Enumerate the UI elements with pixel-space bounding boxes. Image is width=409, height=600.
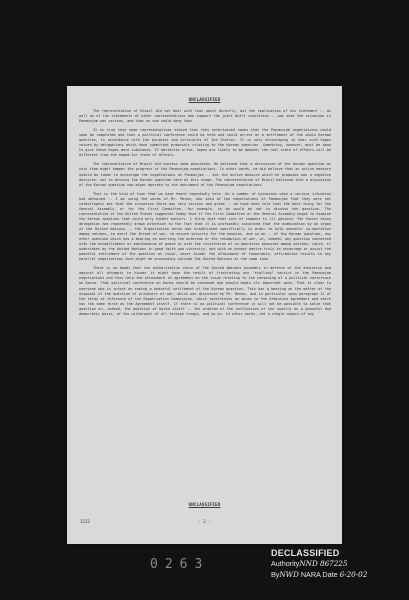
document-number: 1533 bbox=[80, 519, 90, 524]
paragraph: That is the kind of tune that we have heard repeatedly here. On a number of occasions when a serious situation had obtained -- I am using the words of Mr. Menon, who said of the negotiations at Panmunjom that they were not catastrophic but that the situation there was very serious and grave -- we have been told that the best thing for the General Assembly, or for the First Committee, for example, to do would be not to discuss the question. The representative of the United States suggested today that if the First Committee or the General Assembly began to examine the Korean question that could only hinder matters. I think that that sort of comment is ill advised. The Soviet Union delegation has repeatedly drawn attention to the fact that it is profoundly convinced that the examination by an organ of the United Nations -- the Organization which was established specifically in order to help peaceful co-operation among nations, to avert the threat of war, to ensure security for the peoples, and so on -- of the Korean question, any other question which has a bearing on averting the outbreak or the resumption of war, or, indeed, any question connected with the establishment or maintenance of peace or with the institution of co-operative measures among nations, could, if undertaken by the United Nations in good faith and sincerity, and with an honest desire truly to encourage or assist the peaceful settlement of the question at issue, never hinder the attainment of favourable, affirmative results in any parallel negotiations that might be proceeding outside the United Nations at the same time. bbox=[79, 191, 331, 262]
nara-date-label: NARA Date bbox=[300, 570, 338, 579]
footer-classification-marking: UNCLASSIFIED bbox=[188, 503, 221, 508]
document-body bbox=[79, 109, 331, 321]
by-date-line bbox=[271, 569, 401, 580]
document-page bbox=[67, 86, 342, 544]
nara-date-value: 6-20-02 bbox=[339, 570, 368, 579]
paragraph: The representative of Brazil did not deal with that point directly, but the implication of his statement -- as well as of the statements of other representatives who support the joint draft resolution -- was that the situation in Panmunjom was serious, and that no one could deny that. bbox=[79, 109, 331, 124]
header-classification-marking: UNCLASSIFIED bbox=[188, 98, 221, 103]
declassification-stamp bbox=[271, 548, 401, 588]
authority-value: NND 867225 bbox=[299, 559, 348, 568]
by-value: NWD bbox=[279, 570, 299, 579]
by-label: By bbox=[271, 570, 280, 579]
paragraph: It is true that some representatives stated that they entertained hopes that the Panmunjom negotiations would soon be completed and that a political conference could be held and could arrive at a settlement of the whole Korean question, in accordance with the purposes and principles of the Charter. It is very encouraging to hear such hopes voiced by delegations which have submitted proposals relating to the Korean question. Something, however, must be done to give those hopes more substance. If obstacles arise, hopes are likely to be dashed; the real state of affairs will be different from the hoped-for state of affairs. bbox=[79, 128, 331, 158]
declassified-title: DECLASSIFIED bbox=[271, 548, 340, 558]
paragraph: The representative of Brazil did express some pessimism. He believed that a discussion of the Korean question at this time might hamper the progress of the Panmunjom negotiations. In other words, he did believe that an active measure should be taken to encourage the negotiations at Panmunjom -- but the active measure which he proposed was a negative decision: not to discuss the Korean question here at this stage. The representative of Brazil believed that a discussion of the Korean question now might operate to the detriment of the Panmunjom negotiations. bbox=[79, 162, 331, 187]
authority-line bbox=[271, 558, 401, 569]
authority-label: Authority bbox=[271, 559, 300, 568]
page-number: - 2 - bbox=[198, 519, 211, 524]
film-frame-number: 0263 bbox=[150, 557, 210, 572]
paragraph: There is no doubt that the authoritative voice of the United Nations Assembly in defence of the armistice and against all attempts to hinder it might have the result of frustrating any "stalling" tactics in the Panmunjom negotiations and thus help the attainment of agreement on the issue relating to the convening of a political conference on Korea. That political conference on Korea should be convened and should begin its important work. That is clear to everyone who is intent on seeing a peaceful settlement of the Korean question. This has a bearing on the matter of the disposal of the question of prisoners of war, which was discussed by Mr. Menon, and in particular upon paragraph 11 of the terms of reference of the Repatriation Commission, which constitutes an annex to the Armistice Agreement and which has the same force as the Agreement itself. If there is no political conference it will not be possible to solve that question or, indeed, the question of Korea itself -- the problem of the unification of the country on a peaceful and democratic basis, of the withdrawal of all foreign troops, and so on. In other words, not a single aspect of any bbox=[79, 266, 331, 316]
